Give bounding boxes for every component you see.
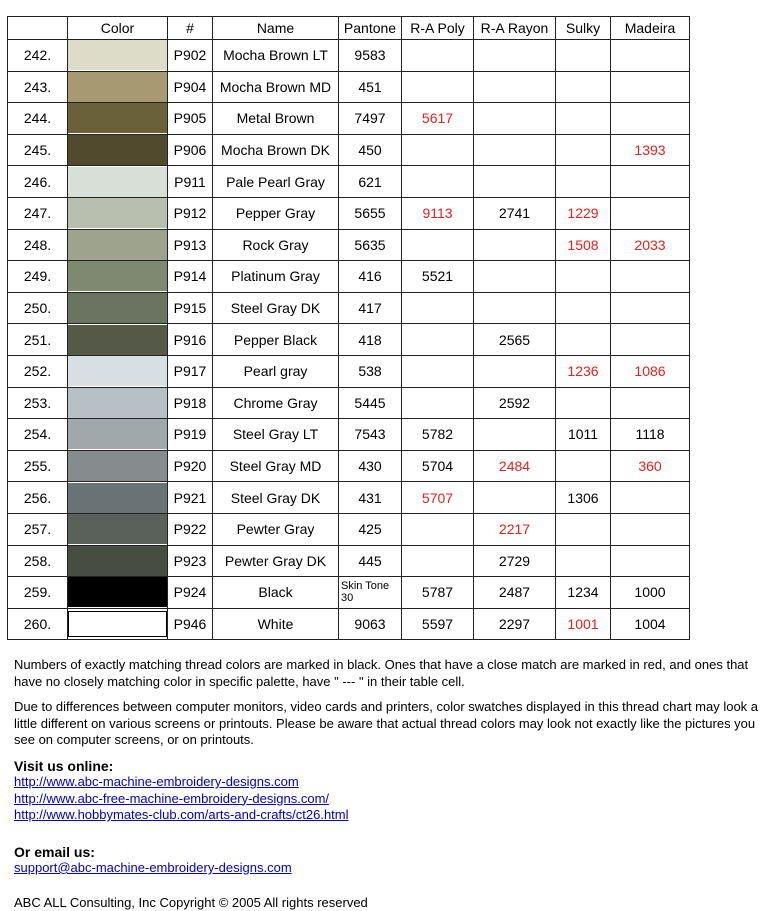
color-swatch-cell	[68, 166, 168, 198]
thread-name: Mocha Brown DK	[213, 134, 339, 166]
pantone-value: 451	[339, 71, 402, 103]
table-row	[8, 577, 690, 609]
ra-poly-value	[402, 387, 474, 419]
thread-code: P902	[168, 40, 213, 72]
table-row	[8, 134, 690, 166]
table-row	[8, 608, 690, 640]
thread-code: P919	[168, 419, 213, 451]
notes-section	[14, 657, 759, 911]
ra-rayon-value: 2487	[474, 577, 556, 609]
row-index: 260.	[8, 608, 68, 640]
row-index: 249.	[8, 261, 68, 293]
ra-poly-value: 5521	[402, 261, 474, 293]
sulky-value: 1234	[556, 577, 611, 609]
color-swatch	[68, 514, 167, 544]
color-swatch-cell	[68, 577, 168, 609]
ra-rayon-value	[474, 71, 556, 103]
madeira-value	[611, 166, 690, 198]
thread-code: P922	[168, 513, 213, 545]
color-swatch-cell	[68, 419, 168, 451]
sulky-value	[556, 261, 611, 293]
color-swatch	[68, 419, 167, 449]
sulky-value	[556, 292, 611, 324]
thread-name: Metal Brown	[213, 103, 339, 135]
color-swatch-cell	[68, 261, 168, 293]
ra-rayon-value	[474, 292, 556, 324]
header-madeira: Madeira	[611, 17, 690, 40]
thread-name: Black	[213, 577, 339, 609]
color-swatch-cell	[68, 450, 168, 482]
madeira-value: 360	[611, 450, 690, 482]
ra-poly-value	[402, 134, 474, 166]
pantone-value: 431	[339, 482, 402, 514]
row-index: 245.	[8, 134, 68, 166]
thread-name: Platinum Gray	[213, 261, 339, 293]
color-swatch-cell	[68, 324, 168, 356]
ra-poly-value	[402, 513, 474, 545]
row-index: 248.	[8, 229, 68, 261]
thread-code: P911	[168, 166, 213, 198]
pantone-value: 450	[339, 134, 402, 166]
color-swatch-cell	[68, 545, 168, 577]
sulky-value	[556, 387, 611, 419]
table-header-row	[8, 17, 690, 40]
sulky-value: 1011	[556, 419, 611, 451]
ra-rayon-value	[474, 103, 556, 135]
ra-rayon-value: 2484	[474, 450, 556, 482]
pantone-value: 538	[339, 355, 402, 387]
ra-rayon-value	[474, 134, 556, 166]
sulky-value	[556, 40, 611, 72]
ra-poly-value	[402, 229, 474, 261]
thread-code: P904	[168, 71, 213, 103]
sulky-value	[556, 513, 611, 545]
sulky-value	[556, 71, 611, 103]
thread-name: Steel Gray MD	[213, 450, 339, 482]
thread-name: Pepper Gray	[213, 197, 339, 229]
header-index	[8, 17, 68, 40]
thread-name: Pewter Gray DK	[213, 545, 339, 577]
row-index: 246.	[8, 166, 68, 198]
pantone-value: 5635	[339, 229, 402, 261]
color-swatch-cell	[68, 71, 168, 103]
thread-code: P906	[168, 134, 213, 166]
thread-name: Steel Gray DK	[213, 482, 339, 514]
color-swatch-cell	[68, 292, 168, 324]
thread-code: P916	[168, 324, 213, 356]
sulky-value	[556, 545, 611, 577]
madeira-value: 1000	[611, 577, 690, 609]
pantone-text: Skin Tone 30	[339, 580, 401, 604]
madeira-value: 1118	[611, 419, 690, 451]
table-row	[8, 419, 690, 451]
sulky-value	[556, 324, 611, 356]
row-index: 247.	[8, 197, 68, 229]
color-swatch-cell	[68, 482, 168, 514]
pantone-value: 9063	[339, 608, 402, 640]
thread-code: P912	[168, 197, 213, 229]
row-index: 253.	[8, 387, 68, 419]
thread-code: P905	[168, 103, 213, 135]
thread-code: P913	[168, 229, 213, 261]
table-row	[8, 229, 690, 261]
color-swatch	[68, 356, 167, 386]
ra-rayon-value: 2592	[474, 387, 556, 419]
email-heading: Or email us:	[14, 844, 759, 861]
thread-color-table	[7, 16, 690, 640]
table-row	[8, 545, 690, 577]
pantone-value: 621	[339, 166, 402, 198]
thread-name: Mocha Brown LT	[213, 40, 339, 72]
madeira-value	[611, 513, 690, 545]
madeira-value	[611, 292, 690, 324]
color-swatch	[68, 325, 167, 355]
sulky-value: 1236	[556, 355, 611, 387]
sulky-value: 1001	[556, 608, 611, 640]
color-swatch	[68, 40, 167, 70]
pantone-value: 425	[339, 513, 402, 545]
row-index: 250.	[8, 292, 68, 324]
madeira-value	[611, 103, 690, 135]
thread-name: White	[213, 608, 339, 640]
sulky-value	[556, 166, 611, 198]
madeira-value: 2033	[611, 229, 690, 261]
color-swatch	[68, 72, 167, 102]
pantone-value: 7497	[339, 103, 402, 135]
pantone-value: 416	[339, 261, 402, 293]
pantone-value	[339, 577, 402, 609]
table-row	[8, 292, 690, 324]
table-row	[8, 450, 690, 482]
color-swatch	[68, 451, 167, 481]
row-index: 243.	[8, 71, 68, 103]
madeira-value	[611, 40, 690, 72]
ra-rayon-value	[474, 40, 556, 72]
pantone-value: 9583	[339, 40, 402, 72]
madeira-value	[611, 197, 690, 229]
madeira-value	[611, 324, 690, 356]
color-swatch-cell	[68, 608, 168, 640]
thread-name: Pewter Gray	[213, 513, 339, 545]
ra-poly-value	[402, 324, 474, 356]
madeira-value	[611, 261, 690, 293]
color-swatch	[68, 167, 167, 197]
thread-name: Chrome Gray	[213, 387, 339, 419]
link-abc-machine-embroidery[interactable]: http://www.abc-machine-embroidery-designs.com	[14, 774, 759, 791]
ra-rayon-value	[474, 166, 556, 198]
color-swatch-cell	[68, 40, 168, 72]
sulky-value: 1306	[556, 482, 611, 514]
pantone-value: 445	[339, 545, 402, 577]
header-ra-rayon: R-A Rayon	[474, 17, 556, 40]
header-ra-poly: R-A Poly	[402, 17, 474, 40]
thread-code: P921	[168, 482, 213, 514]
color-swatch	[68, 230, 167, 260]
row-index: 259.	[8, 577, 68, 609]
ra-rayon-value	[474, 261, 556, 293]
thread-code: P924	[168, 577, 213, 609]
thread-name: Pale Pearl Gray	[213, 166, 339, 198]
copyright-text: ABC ALL Consulting, Inc Copyright © 2005 All rights reserved	[14, 895, 759, 911]
ra-poly-value: 5597	[402, 608, 474, 640]
table-row	[8, 103, 690, 135]
row-index: 242.	[8, 40, 68, 72]
ra-poly-value	[402, 71, 474, 103]
ra-rayon-value	[474, 355, 556, 387]
color-swatch-cell	[68, 229, 168, 261]
sulky-value	[556, 450, 611, 482]
madeira-value: 1393	[611, 134, 690, 166]
link-abc-free-designs[interactable]: http://www.abc-free-machine-embroidery-designs.com/	[14, 791, 759, 808]
madeira-value	[611, 387, 690, 419]
pantone-value: 5445	[339, 387, 402, 419]
ra-rayon-value: 2217	[474, 513, 556, 545]
table-row	[8, 387, 690, 419]
ra-poly-value: 9113	[402, 197, 474, 229]
pantone-value: 417	[339, 292, 402, 324]
ra-poly-value: 5787	[402, 577, 474, 609]
color-swatch	[68, 198, 167, 228]
ra-poly-value	[402, 355, 474, 387]
ra-rayon-value	[474, 419, 556, 451]
thread-name: Steel Gray DK	[213, 292, 339, 324]
ra-poly-value: 5782	[402, 419, 474, 451]
madeira-value: 1086	[611, 355, 690, 387]
color-swatch	[68, 577, 167, 607]
color-swatch-cell	[68, 387, 168, 419]
madeira-value	[611, 71, 690, 103]
thread-code: P918	[168, 387, 213, 419]
color-swatch-cell	[68, 513, 168, 545]
color-swatch-cell	[68, 134, 168, 166]
color-swatch	[68, 611, 167, 637]
thread-name: Mocha Brown MD	[213, 71, 339, 103]
row-index: 256.	[8, 482, 68, 514]
ra-poly-value	[402, 292, 474, 324]
table-row	[8, 513, 690, 545]
color-swatch	[68, 546, 167, 576]
ra-poly-value: 5617	[402, 103, 474, 135]
table-row	[8, 71, 690, 103]
header-name: Name	[213, 17, 339, 40]
ra-poly-value: 5707	[402, 482, 474, 514]
ra-poly-value	[402, 166, 474, 198]
ra-rayon-value	[474, 482, 556, 514]
sulky-value	[556, 134, 611, 166]
row-index: 254.	[8, 419, 68, 451]
pantone-value: 7543	[339, 419, 402, 451]
color-swatch-cell	[68, 355, 168, 387]
color-swatch	[68, 388, 167, 418]
row-index: 251.	[8, 324, 68, 356]
table-row	[8, 324, 690, 356]
madeira-value	[611, 482, 690, 514]
madeira-value	[611, 545, 690, 577]
thread-name: Steel Gray LT	[213, 419, 339, 451]
ra-rayon-value: 2741	[474, 197, 556, 229]
thread-code: P923	[168, 545, 213, 577]
thread-name: Pepper Black	[213, 324, 339, 356]
thread-code: P915	[168, 292, 213, 324]
ra-rayon-value: 2297	[474, 608, 556, 640]
row-index: 255.	[8, 450, 68, 482]
link-hobbymates-club[interactable]: http://www.hobbymates-club.com/arts-and-crafts/ct26.html	[14, 807, 759, 824]
sulky-value: 1229	[556, 197, 611, 229]
table-row	[8, 166, 690, 198]
ra-rayon-value	[474, 229, 556, 261]
table-row	[8, 40, 690, 72]
ra-rayon-value: 2565	[474, 324, 556, 356]
row-index: 252.	[8, 355, 68, 387]
thread-code: P917	[168, 355, 213, 387]
color-swatch	[68, 103, 167, 133]
pantone-value: 5655	[339, 197, 402, 229]
ra-poly-value	[402, 545, 474, 577]
thread-code: P946	[168, 608, 213, 640]
color-disclaimer: Due to differences between computer monitors, video cards and printers, color swatches displayed in this thread chart may look a little different on various screens or printouts. Please be aware that actual thread colors may look not exactly like the pictures you see on computer screens, or on printouts.	[14, 699, 759, 749]
ra-rayon-value: 2729	[474, 545, 556, 577]
color-swatch	[68, 293, 167, 323]
color-swatch-cell	[68, 197, 168, 229]
row-index: 258.	[8, 545, 68, 577]
ra-poly-value: 5704	[402, 450, 474, 482]
color-swatch	[68, 135, 167, 165]
ra-poly-value	[402, 40, 474, 72]
header-sulky: Sulky	[556, 17, 611, 40]
visit-heading: Visit us online:	[14, 758, 759, 775]
header-pantone: Pantone	[339, 17, 402, 40]
sulky-value: 1508	[556, 229, 611, 261]
row-index: 244.	[8, 103, 68, 135]
madeira-value: 1004	[611, 608, 690, 640]
table-row	[8, 355, 690, 387]
color-swatch-cell	[68, 103, 168, 135]
support-email-link[interactable]: support@abc-machine-embroidery-designs.com	[14, 860, 759, 877]
table-row	[8, 482, 690, 514]
color-swatch	[68, 261, 167, 291]
header-code: #	[168, 17, 213, 40]
sulky-value	[556, 103, 611, 135]
table-row	[8, 197, 690, 229]
row-index: 257.	[8, 513, 68, 545]
header-color: Color	[68, 17, 168, 40]
thread-code: P914	[168, 261, 213, 293]
thread-name: Rock Gray	[213, 229, 339, 261]
table-row	[8, 261, 690, 293]
pantone-value: 430	[339, 450, 402, 482]
thread-name: Pearl gray	[213, 355, 339, 387]
thread-code: P920	[168, 450, 213, 482]
pantone-value: 418	[339, 324, 402, 356]
color-swatch	[68, 483, 167, 513]
match-legend-note: Numbers of exactly matching thread colors are marked in black. Ones that have a close match are marked in red, and ones that have no closely matching color in specific palette, have " --- " in their table cell.	[14, 657, 759, 690]
